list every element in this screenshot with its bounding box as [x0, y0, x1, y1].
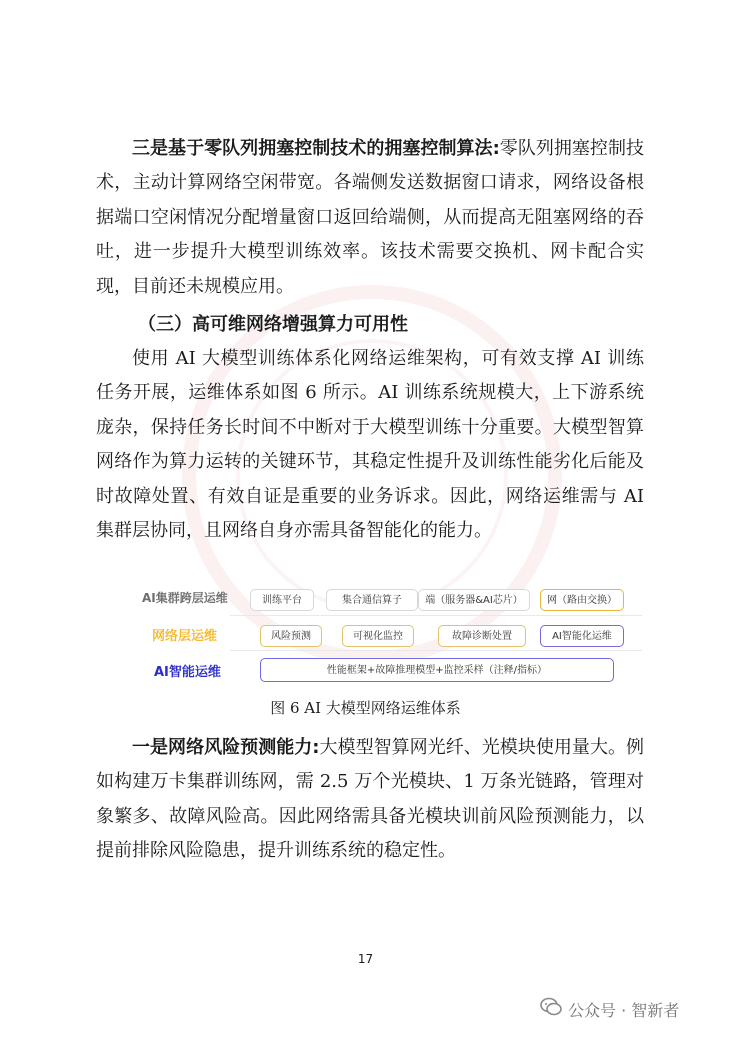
- row-divider: [230, 615, 642, 616]
- wechat-label: 公众号 · 智新者: [568, 1000, 680, 1020]
- paragraph-risk-prediction: [96, 731, 644, 869]
- paragraph-text: 大模型智算网光纤、光模块使用量大。例如构建万卡集群训练网，需 2.5 万个光模块、1 万条光链路，管理对象繁多、故障风险高。因此网络需具备光模块训前风险预测能力，以提前排除风险隐患，提升训练系统的稳定性。: [96, 737, 644, 862]
- figure-caption: 图 6 AI 大模型网络运维体系: [270, 699, 461, 717]
- paragraph-lead: 三是基于零队列拥塞控制技术的拥塞控制算法:: [132, 138, 500, 159]
- wechat-watermark: [540, 996, 679, 1022]
- row-divider: [230, 650, 642, 651]
- wechat-icon: [540, 997, 562, 1021]
- box-training-platform: 训练平台: [250, 589, 314, 611]
- box-visual-monitor: 可视化监控: [342, 625, 414, 647]
- box-endpoint: 端（服务器&AI芯片）: [418, 589, 530, 611]
- paragraph-ops-architecture: 使用 AI 大模型训练体系化网络运维架构，可有效支撑 AI 训练任务开展，运维体系如图 6 所示。AI 训练系统规模大，上下游系统庞杂，保持任务长时间不中断对于大模型训练十分重要。大模型智算网络作为算力运转的关键环节，其稳定性提升及训练性能劣化后能及时故障处置、有效自证是重要的业务诉求。因此，网络运维需与 AI 集群层协同，且网络自身亦需具备智能化的能力。: [96, 348, 644, 542]
- box-risk-prediction: 风险预测: [260, 625, 322, 647]
- row-label-network: 网络层运维: [152, 629, 218, 644]
- row-label-ai: AI智能运维: [154, 665, 221, 680]
- paragraph-congestion-control: [96, 132, 644, 304]
- box-network: 网（路由交换）: [540, 589, 624, 611]
- paragraph-lead: 一是网络风险预测能力:: [132, 737, 320, 758]
- paragraph-text: 零队列拥塞控制技术，主动计算网络空闲带宽。各端侧发送数据窗口请求，网络设备根据端口空闲情况分配增量窗口返回给端侧，从而提高无阻塞网络的吞吐，进一步提升大模型训练效率。该技术需要交换机、网卡配合实现，目前还未规模应用。: [96, 138, 644, 297]
- box-ai-framework: 性能框架+故障推理模型+监控采样（注释/指标）: [260, 658, 614, 682]
- box-fault-diagnosis: 故障诊断处置: [438, 625, 526, 647]
- box-collective-comm: 集合通信算子: [326, 589, 418, 611]
- row-label-cluster: AI集群跨层运维: [142, 591, 228, 605]
- page-number: 17: [357, 952, 374, 966]
- box-ai-ops: AI智能化运维: [540, 625, 624, 647]
- ops-architecture-diagram: [142, 585, 642, 691]
- section-heading: （三）高可维网络增强算力可用性: [138, 314, 408, 335]
